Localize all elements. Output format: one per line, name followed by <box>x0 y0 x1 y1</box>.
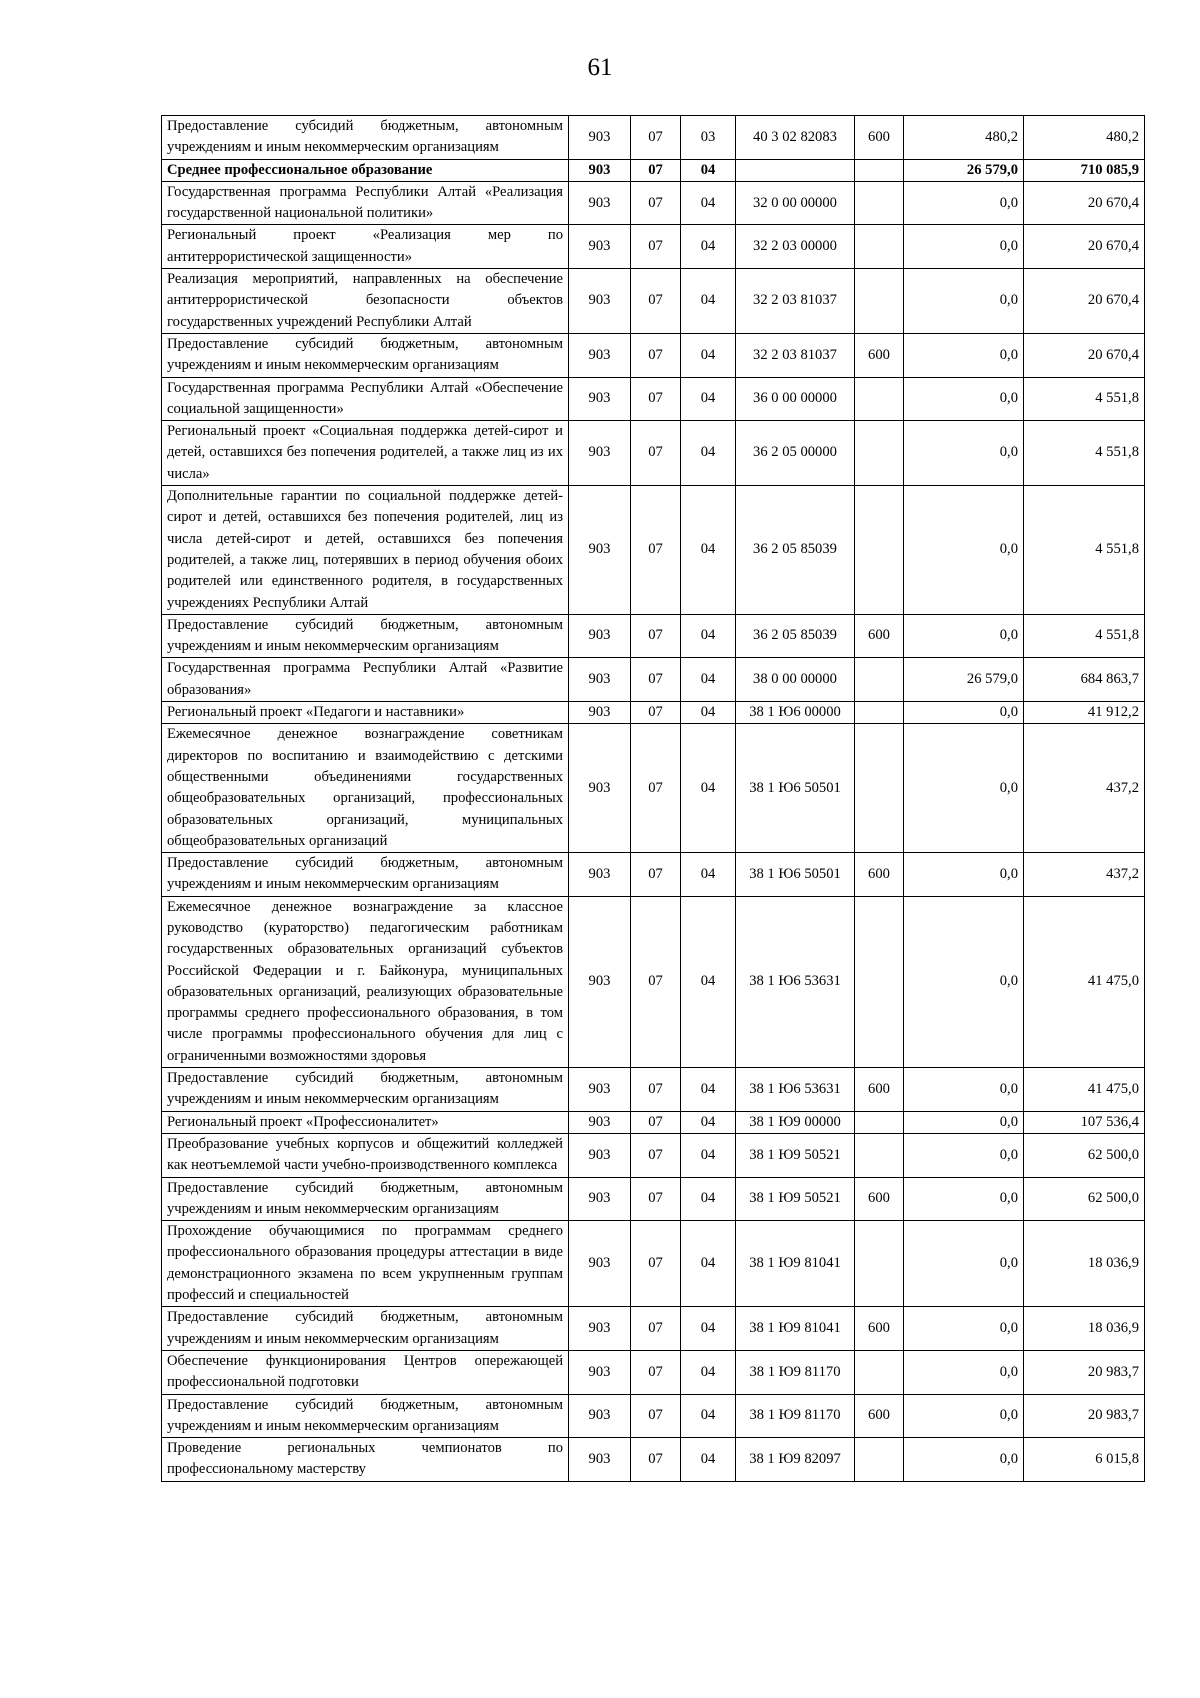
table-row <box>162 702 1145 724</box>
cell-description: Среднее профессиональное образование <box>162 159 569 181</box>
cell-amount-1: 0,0 <box>904 896 1024 1067</box>
cell-subsection: 04 <box>681 1177 736 1221</box>
cell-amount-2: 62 500,0 <box>1024 1177 1145 1221</box>
cell-target-article: 38 0 00 00000 <box>736 658 855 702</box>
cell-amount-1: 26 579,0 <box>904 159 1024 181</box>
cell-amount-2: 20 670,4 <box>1024 269 1145 334</box>
cell-amount-2: 18 036,9 <box>1024 1221 1145 1307</box>
cell-ministry-code: 903 <box>569 377 631 421</box>
table-row <box>162 896 1145 1067</box>
cell-target-article: 38 1 Ю6 53631 <box>736 1068 855 1112</box>
cell-amount-1: 480,2 <box>904 116 1024 160</box>
table-row <box>162 159 1145 181</box>
cell-amount-1: 0,0 <box>904 333 1024 377</box>
table-row <box>162 181 1145 225</box>
cell-amount-1: 0,0 <box>904 1350 1024 1394</box>
cell-amount-2: 20 670,4 <box>1024 333 1145 377</box>
cell-expense-type <box>855 1111 904 1133</box>
cell-target-article: 38 1 Ю9 81170 <box>736 1394 855 1438</box>
cell-ministry-code: 903 <box>569 1394 631 1438</box>
cell-amount-2: 62 500,0 <box>1024 1133 1145 1177</box>
cell-expense-type: 600 <box>855 116 904 160</box>
cell-subsection: 04 <box>681 421 736 486</box>
cell-target-article: 38 1 Ю6 53631 <box>736 896 855 1067</box>
cell-target-article: 38 1 Ю9 00000 <box>736 1111 855 1133</box>
cell-target-article: 38 1 Ю9 81170 <box>736 1350 855 1394</box>
cell-section: 07 <box>631 658 681 702</box>
cell-amount-1: 0,0 <box>904 225 1024 269</box>
cell-section: 07 <box>631 896 681 1067</box>
cell-section: 07 <box>631 724 681 853</box>
cell-target-article: 36 2 05 85039 <box>736 614 855 658</box>
cell-section: 07 <box>631 853 681 897</box>
cell-description: Предоставление субсидий бюджетным, автономным учреждениям и иным некоммерческим организациям <box>162 614 569 658</box>
table-row <box>162 658 1145 702</box>
cell-target-article: 38 1 Ю6 50501 <box>736 724 855 853</box>
cell-subsection: 04 <box>681 1394 736 1438</box>
cell-amount-2: 41 475,0 <box>1024 896 1145 1067</box>
cell-description: Государственная программа Республики Алтай «Реализация государственной национальной политики» <box>162 181 569 225</box>
cell-expense-type: 600 <box>855 614 904 658</box>
cell-expense-type <box>855 724 904 853</box>
cell-ministry-code: 903 <box>569 1221 631 1307</box>
cell-subsection: 04 <box>681 1133 736 1177</box>
cell-amount-2: 480,2 <box>1024 116 1145 160</box>
cell-subsection: 04 <box>681 486 736 615</box>
cell-expense-type <box>855 1133 904 1177</box>
cell-amount-1: 0,0 <box>904 702 1024 724</box>
cell-amount-2: 4 551,8 <box>1024 486 1145 615</box>
cell-amount-1: 0,0 <box>904 1438 1024 1482</box>
cell-subsection: 03 <box>681 116 736 160</box>
cell-amount-1: 0,0 <box>904 1307 1024 1351</box>
cell-subsection: 04 <box>681 702 736 724</box>
cell-subsection: 04 <box>681 853 736 897</box>
cell-section: 07 <box>631 486 681 615</box>
cell-amount-2: 437,2 <box>1024 724 1145 853</box>
cell-section: 07 <box>631 1394 681 1438</box>
cell-description: Предоставление субсидий бюджетным, автономным учреждениям и иным некоммерческим организациям <box>162 1307 569 1351</box>
cell-ministry-code: 903 <box>569 269 631 334</box>
cell-description: Дополнительные гарантии по социальной поддержке детей-сирот и детей, оставшихся без попечения родителей, лиц из числа детей-сирот и детей, оставшихся без попечения родителей, а также лиц, потерявших в период обучения обоих родителей или единственного родителя, в государственных учреждениях Республики Алтай <box>162 486 569 615</box>
cell-ministry-code: 903 <box>569 1068 631 1112</box>
cell-target-article: 38 1 Ю9 81041 <box>736 1307 855 1351</box>
cell-target-article: 36 2 05 85039 <box>736 486 855 615</box>
cell-amount-1: 0,0 <box>904 181 1024 225</box>
cell-section: 07 <box>631 1221 681 1307</box>
cell-section: 07 <box>631 1068 681 1112</box>
cell-amount-1: 0,0 <box>904 1177 1024 1221</box>
cell-ministry-code: 903 <box>569 333 631 377</box>
cell-ministry-code: 903 <box>569 1133 631 1177</box>
cell-amount-2: 20 983,7 <box>1024 1394 1145 1438</box>
cell-subsection: 04 <box>681 377 736 421</box>
cell-expense-type: 600 <box>855 333 904 377</box>
cell-ministry-code: 903 <box>569 116 631 160</box>
page-number: 61 <box>587 54 613 81</box>
cell-amount-2: 41 475,0 <box>1024 1068 1145 1112</box>
cell-amount-2: 20 670,4 <box>1024 181 1145 225</box>
table-row <box>162 1394 1145 1438</box>
cell-subsection: 04 <box>681 269 736 334</box>
cell-amount-2: 20 983,7 <box>1024 1350 1145 1394</box>
cell-description: Реализация мероприятий, направленных на обеспечение антитеррористической безопасности объектов государственных учреждений Республики Алтай <box>162 269 569 334</box>
cell-target-article: 38 1 Ю9 50521 <box>736 1133 855 1177</box>
cell-section: 07 <box>631 269 681 334</box>
cell-target-article: 32 0 00 00000 <box>736 181 855 225</box>
cell-ministry-code: 903 <box>569 614 631 658</box>
cell-description: Предоставление субсидий бюджетным, автономным учреждениям и иным некоммерческим организациям <box>162 1177 569 1221</box>
cell-amount-2: 4 551,8 <box>1024 421 1145 486</box>
cell-description: Обеспечение функционирования Центров опережающей профессиональной подготовки <box>162 1350 569 1394</box>
cell-description: Проведение региональных чемпионатов по профессиональному мастерству <box>162 1438 569 1482</box>
table-row <box>162 486 1145 615</box>
cell-amount-1: 0,0 <box>904 486 1024 615</box>
cell-amount-1: 0,0 <box>904 724 1024 853</box>
cell-subsection: 04 <box>681 896 736 1067</box>
cell-ministry-code: 903 <box>569 1177 631 1221</box>
cell-section: 07 <box>631 421 681 486</box>
cell-amount-1: 26 579,0 <box>904 658 1024 702</box>
cell-section: 07 <box>631 1111 681 1133</box>
cell-target-article: 36 0 00 00000 <box>736 377 855 421</box>
cell-subsection: 04 <box>681 1438 736 1482</box>
cell-subsection: 04 <box>681 1068 736 1112</box>
cell-amount-1: 0,0 <box>904 1221 1024 1307</box>
cell-ministry-code: 903 <box>569 225 631 269</box>
table-row <box>162 333 1145 377</box>
cell-ministry-code: 903 <box>569 1111 631 1133</box>
cell-amount-1: 0,0 <box>904 421 1024 486</box>
table-row <box>162 1133 1145 1177</box>
cell-description: Ежемесячное денежное вознаграждение за классное руководство (кураторство) педагогическим работникам государственных образовательных организаций субъектов Российской Федерации и г. Байконура, муниципальных образовательных организаций, реализующих образовательные программы среднего профессионального образования, в том числе программы профессионального обучения для лиц с ограниченными возможностями здоровья <box>162 896 569 1067</box>
cell-section: 07 <box>631 333 681 377</box>
cell-section: 07 <box>631 181 681 225</box>
cell-amount-2: 4 551,8 <box>1024 377 1145 421</box>
cell-amount-1: 0,0 <box>904 853 1024 897</box>
cell-section: 07 <box>631 1438 681 1482</box>
cell-expense-type <box>855 896 904 1067</box>
cell-amount-2: 437,2 <box>1024 853 1145 897</box>
cell-target-article: 38 1 Ю6 50501 <box>736 853 855 897</box>
cell-expense-type <box>855 181 904 225</box>
budget-table <box>161 115 1145 1482</box>
cell-description: Предоставление субсидий бюджетным, автономным учреждениям и иным некоммерческим организациям <box>162 853 569 897</box>
cell-description: Региональный проект «Социальная поддержка детей-сирот и детей, оставшихся без попечения родителей, а также лиц из их числа» <box>162 421 569 486</box>
cell-target-article: 36 2 05 00000 <box>736 421 855 486</box>
cell-subsection: 04 <box>681 1350 736 1394</box>
cell-expense-type <box>855 421 904 486</box>
cell-ministry-code: 903 <box>569 1307 631 1351</box>
cell-subsection: 04 <box>681 225 736 269</box>
cell-section: 07 <box>631 1133 681 1177</box>
cell-subsection: 04 <box>681 614 736 658</box>
cell-target-article: 32 2 03 81037 <box>736 333 855 377</box>
cell-expense-type: 600 <box>855 853 904 897</box>
cell-ministry-code: 903 <box>569 1438 631 1482</box>
cell-expense-type <box>855 1350 904 1394</box>
cell-description: Региональный проект «Профессионалитет» <box>162 1111 569 1133</box>
cell-target-article: 38 1 Ю6 00000 <box>736 702 855 724</box>
cell-description: Прохождение обучающимися по программам среднего профессионального образования процедуры аттестации в виде демонстрационного экзамена по всем укрупненным группам профессий и специальностей <box>162 1221 569 1307</box>
table-row <box>162 1350 1145 1394</box>
table-row <box>162 1177 1145 1221</box>
cell-amount-1: 0,0 <box>904 1394 1024 1438</box>
table-row <box>162 116 1145 160</box>
cell-expense-type <box>855 702 904 724</box>
cell-description: Ежемесячное денежное вознаграждение советникам директоров по воспитанию и взаимодействию с детскими общественными объединениями государственных общеобразовательных организаций, профессиональных образовательных организаций, муниципальных общеобразовательных организаций <box>162 724 569 853</box>
cell-ministry-code: 903 <box>569 896 631 1067</box>
cell-expense-type <box>855 1438 904 1482</box>
cell-section: 07 <box>631 225 681 269</box>
cell-target-article: 32 2 03 00000 <box>736 225 855 269</box>
cell-amount-1: 0,0 <box>904 377 1024 421</box>
cell-expense-type: 600 <box>855 1394 904 1438</box>
cell-section: 07 <box>631 702 681 724</box>
cell-expense-type <box>855 269 904 334</box>
cell-section: 07 <box>631 159 681 181</box>
cell-amount-2: 18 036,9 <box>1024 1307 1145 1351</box>
cell-expense-type <box>855 658 904 702</box>
cell-amount-1: 0,0 <box>904 1068 1024 1112</box>
cell-expense-type <box>855 377 904 421</box>
cell-section: 07 <box>631 377 681 421</box>
cell-expense-type <box>855 159 904 181</box>
cell-subsection: 04 <box>681 333 736 377</box>
table-row <box>162 853 1145 897</box>
cell-amount-2: 684 863,7 <box>1024 658 1145 702</box>
cell-description: Государственная программа Республики Алтай «Развитие образования» <box>162 658 569 702</box>
cell-ministry-code: 903 <box>569 486 631 615</box>
cell-expense-type <box>855 1221 904 1307</box>
cell-description: Региональный проект «Педагоги и наставники» <box>162 702 569 724</box>
cell-section: 07 <box>631 1177 681 1221</box>
table-row <box>162 724 1145 853</box>
cell-target-article: 38 1 Ю9 82097 <box>736 1438 855 1482</box>
table-row <box>162 225 1145 269</box>
cell-subsection: 04 <box>681 181 736 225</box>
cell-description: Преобразование учебных корпусов и общежитий колледжей как неотъемлемой части учебно-производственного комплекса <box>162 1133 569 1177</box>
cell-description: Государственная программа Республики Алтай «Обеспечение социальной защищенности» <box>162 377 569 421</box>
cell-target-article: 38 1 Ю9 50521 <box>736 1177 855 1221</box>
cell-amount-2: 107 536,4 <box>1024 1111 1145 1133</box>
cell-section: 07 <box>631 614 681 658</box>
cell-description: Предоставление субсидий бюджетным, автономным учреждениям и иным некоммерческим организациям <box>162 1068 569 1112</box>
cell-target-article: 32 2 03 81037 <box>736 269 855 334</box>
cell-expense-type <box>855 486 904 615</box>
cell-amount-2: 6 015,8 <box>1024 1438 1145 1482</box>
table-row <box>162 1111 1145 1133</box>
cell-section: 07 <box>631 1307 681 1351</box>
table-row <box>162 1307 1145 1351</box>
cell-amount-1: 0,0 <box>904 1133 1024 1177</box>
table-row <box>162 1438 1145 1482</box>
cell-subsection: 04 <box>681 658 736 702</box>
cell-target-article <box>736 159 855 181</box>
cell-amount-2: 4 551,8 <box>1024 614 1145 658</box>
cell-expense-type: 600 <box>855 1177 904 1221</box>
cell-expense-type <box>855 225 904 269</box>
cell-subsection: 04 <box>681 1111 736 1133</box>
table-row <box>162 377 1145 421</box>
cell-description: Предоставление субсидий бюджетным, автономным учреждениям и иным некоммерческим организациям <box>162 1394 569 1438</box>
table-row <box>162 1068 1145 1112</box>
table-row <box>162 1221 1145 1307</box>
cell-amount-1: 0,0 <box>904 614 1024 658</box>
cell-ministry-code: 903 <box>569 658 631 702</box>
cell-description: Предоставление субсидий бюджетным, автономным учреждениям и иным некоммерческим организациям <box>162 333 569 377</box>
cell-ministry-code: 903 <box>569 181 631 225</box>
table-row <box>162 421 1145 486</box>
cell-ministry-code: 903 <box>569 724 631 853</box>
cell-subsection: 04 <box>681 1221 736 1307</box>
cell-subsection: 04 <box>681 159 736 181</box>
cell-expense-type: 600 <box>855 1307 904 1351</box>
cell-ministry-code: 903 <box>569 702 631 724</box>
cell-subsection: 04 <box>681 724 736 853</box>
cell-target-article: 38 1 Ю9 81041 <box>736 1221 855 1307</box>
cell-description: Региональный проект «Реализация мер по антитеррористической защищенности» <box>162 225 569 269</box>
table-row <box>162 614 1145 658</box>
cell-ministry-code: 903 <box>569 1350 631 1394</box>
table-row <box>162 269 1145 334</box>
cell-amount-1: 0,0 <box>904 269 1024 334</box>
cell-subsection: 04 <box>681 1307 736 1351</box>
cell-description: Предоставление субсидий бюджетным, автономным учреждениям и иным некоммерческим организациям <box>162 116 569 160</box>
cell-amount-1: 0,0 <box>904 1111 1024 1133</box>
cell-ministry-code: 903 <box>569 853 631 897</box>
cell-ministry-code: 903 <box>569 159 631 181</box>
cell-expense-type: 600 <box>855 1068 904 1112</box>
cell-ministry-code: 903 <box>569 421 631 486</box>
cell-amount-2: 710 085,9 <box>1024 159 1145 181</box>
cell-section: 07 <box>631 116 681 160</box>
cell-section: 07 <box>631 1350 681 1394</box>
cell-amount-2: 41 912,2 <box>1024 702 1145 724</box>
cell-amount-2: 20 670,4 <box>1024 225 1145 269</box>
cell-target-article: 40 3 02 82083 <box>736 116 855 160</box>
